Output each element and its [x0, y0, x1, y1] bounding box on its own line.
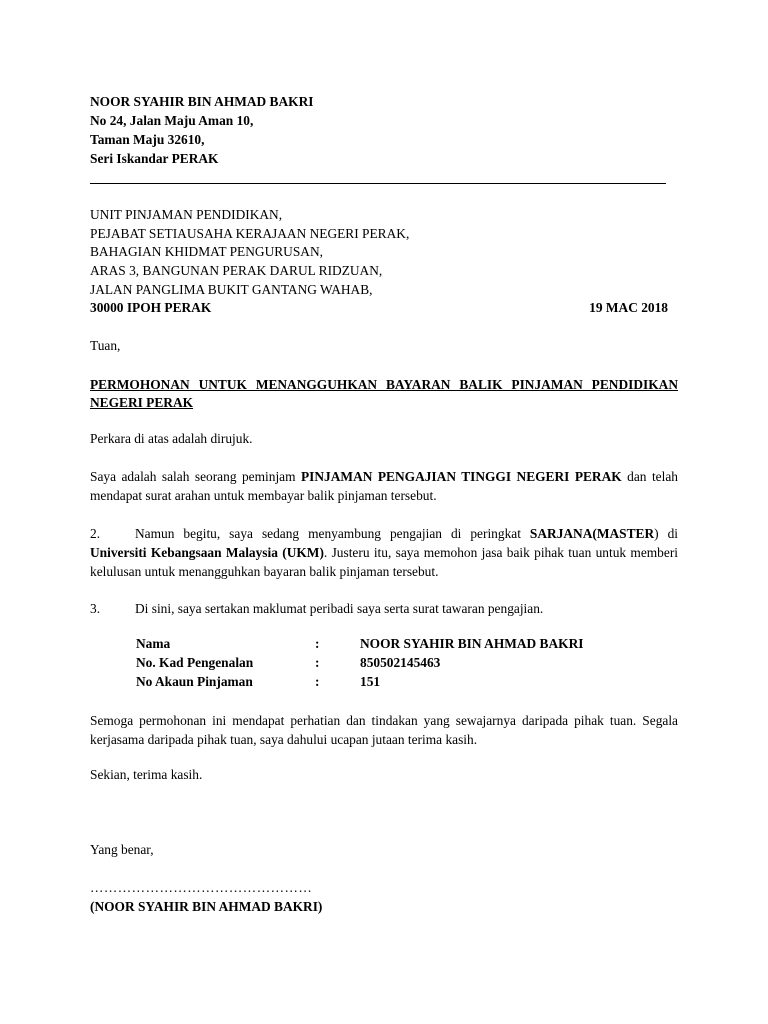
- details-separator: :: [315, 655, 320, 670]
- paragraph-4: Semoga permohonan ini mendapat perhatian dan tindakan yang sewajarnya daripada pihak tuan. Segala kerjasama daripada pihak tuan, saya dahului ucapan jutaan terima kasih.: [90, 713, 678, 747]
- p2-bold-1: SARJANA(MASTER: [529, 526, 655, 541]
- signature-name: (NOOR SYAHIR BIN AHMAD BAKRI): [90, 899, 323, 914]
- details-label: Nama: [136, 636, 171, 651]
- p1-bold: PINJAMAN PENGAJIAN TINGGI NEGERI PERAK: [301, 469, 622, 484]
- subject-line-2: NEGERI PERAK: [90, 395, 194, 410]
- details-label: No. Kad Pengenalan: [136, 655, 254, 670]
- recipient-line-2: PEJABAT SETIAUSAHA KERAJAAN NEGERI PERAK,: [90, 226, 410, 241]
- sender-name: NOOR SYAHIR BIN AHMAD BAKRI: [90, 94, 314, 109]
- paragraph-intro: Perkara di atas adalah dirujuk.: [90, 431, 253, 446]
- subject-heading: [90, 376, 678, 412]
- p2-bold-2: Universiti Kebangsaan Malaysia (UKM): [90, 545, 324, 560]
- paragraph-closing: Sekian, terima kasih.: [90, 767, 203, 782]
- p2-number: 2.: [90, 526, 101, 541]
- details-separator: :: [315, 674, 320, 689]
- sender-address-1: No 24, Jalan Maju Aman 10,: [90, 113, 254, 128]
- recipient-line-4: ARAS 3, BANGUNAN PERAK DARUL RIDZUAN,: [90, 263, 383, 278]
- p2-text-a: Namun begitu, saya sedang menyambung pengajian di peringkat: [135, 526, 530, 541]
- header-divider: [90, 183, 666, 184]
- signature-line: …………………………………………: [90, 880, 313, 895]
- paragraph-1: [90, 467, 678, 505]
- p1-text-b: dan telah mendapat surat arahan untuk membayar balik pinjaman tersebut.: [90, 469, 678, 503]
- sender-address-3: Seri Iskandar PERAK: [90, 151, 219, 166]
- recipient-line-5: JALAN PANGLIMA BUKIT GANTANG WAHAB,: [90, 282, 373, 297]
- paragraph-3: [90, 599, 678, 618]
- paragraph-2: [90, 524, 678, 581]
- letter-date: 19 MAC 2018: [589, 300, 668, 315]
- yang-benar: Yang benar,: [90, 842, 154, 857]
- p3-text: Di sini, saya sertakan maklumat peribadi saya serta surat tawaran pengajian.: [135, 601, 544, 616]
- recipient-line-1: UNIT PINJAMAN PENDIDIKAN,: [90, 207, 283, 222]
- details-separator: :: [315, 636, 320, 651]
- recipient-line-3: BAHAGIAN KHIDMAT PENGURUSAN,: [90, 244, 323, 259]
- details-label: No Akaun Pinjaman: [136, 674, 253, 689]
- salutation: Tuan,: [90, 338, 121, 353]
- details-value: 151: [360, 674, 381, 689]
- sender-address-2: Taman Maju 32610,: [90, 132, 205, 147]
- subject-line-1: PERMOHONAN UNTUK MENANGGUHKAN BAYARAN BALIK PINJAMAN PENDIDIKAN: [90, 377, 678, 392]
- p1-text-a: Saya adalah salah seorang peminjam: [90, 469, 301, 484]
- p2-text-b: ) di: [654, 526, 679, 541]
- recipient-line-6: 30000 IPOH PERAK: [90, 300, 212, 315]
- p2-text-c: . Justeru itu, saya memohon jasa baik pihak tuan untuk memberi kelulusan untuk menangguhkan bayaran balik pinjaman tersebut.: [90, 545, 678, 579]
- details-value: NOOR SYAHIR BIN AHMAD BAKRI: [360, 636, 584, 651]
- p3-number: 3.: [90, 601, 101, 616]
- details-value: 850502145463: [360, 655, 441, 670]
